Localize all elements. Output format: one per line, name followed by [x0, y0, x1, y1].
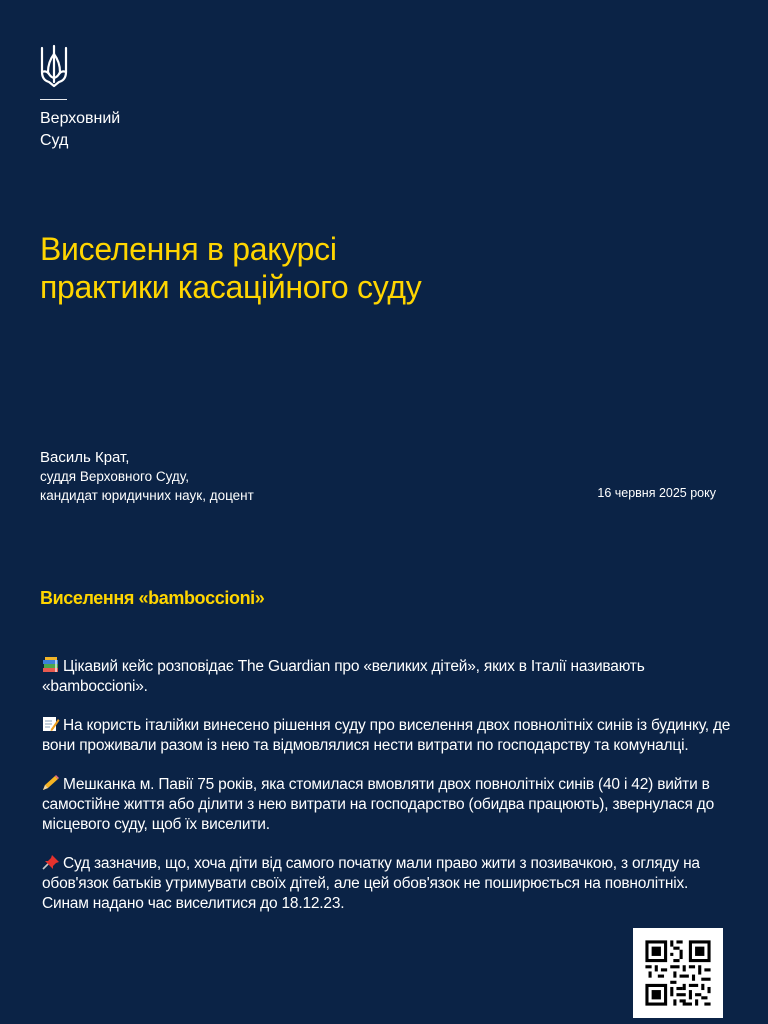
- trident-icon: [40, 44, 68, 88]
- qr-code-icon: [633, 928, 723, 1018]
- document-title-line2: практики касаційного суду: [40, 269, 422, 305]
- paragraph-4: [42, 854, 732, 914]
- court-name: [40, 108, 120, 152]
- author-name: Василь Крат,: [40, 449, 130, 466]
- paragraph-1-text: Цікавий кейс розповідає The Guardian про «великих дітей», яких в Італії називають «bamboccioni».: [42, 658, 645, 695]
- paragraph-1: [42, 657, 732, 697]
- qr-code[interactable]: [633, 928, 723, 1018]
- pencil-icon: [42, 775, 60, 791]
- author-degree: кандидат юридичних наук, доцент: [40, 488, 254, 503]
- paragraph-3: [42, 775, 732, 835]
- court-name-line1: Верховний: [40, 110, 121, 127]
- document-date: 16 червня 2025 року: [597, 486, 716, 500]
- pushpin-icon: [42, 854, 60, 870]
- logo: [40, 44, 68, 88]
- document-title: [40, 230, 421, 306]
- court-name-line2: Суд: [40, 132, 69, 149]
- books-icon: [42, 657, 60, 673]
- paragraph-2-text: На користь італійки винесено рішення суду про виселення двох повнолітніх синів із будинку, де вони проживали разом із нею та відмовлялися нести витрати по господарству та комуналці.: [42, 717, 731, 754]
- logo-divider: [40, 99, 67, 100]
- author-block: [40, 448, 254, 505]
- body-text: [42, 657, 732, 933]
- paragraph-3-text: Мешканка м. Павії 75 років, яка стомилася вмовляти двох повнолітніх синів (40 і 42) вийти в самостійне життя або ділити з нею витрати на господарство (обидва працюють), звернулася до місцевого суду, щоб їх виселити.: [42, 776, 715, 833]
- paragraph-4-text: Суд зазначив, що, хоча діти від самого початку мали право жити з позивачкою, з огляду на обов'язок батьків утримувати своїх дітей, але цей обов'язок не поширюється на повнолітніх. Синам надано час виселитися до 18.12.23.: [42, 855, 700, 912]
- section-heading: Виселення «bamboccioni»: [40, 588, 265, 608]
- author-position: суддя Верховного Суду,: [40, 469, 189, 484]
- paragraph-2: [42, 716, 732, 756]
- memo-icon: [42, 716, 60, 732]
- document-title-line1: Виселення в ракурсі: [40, 231, 337, 267]
